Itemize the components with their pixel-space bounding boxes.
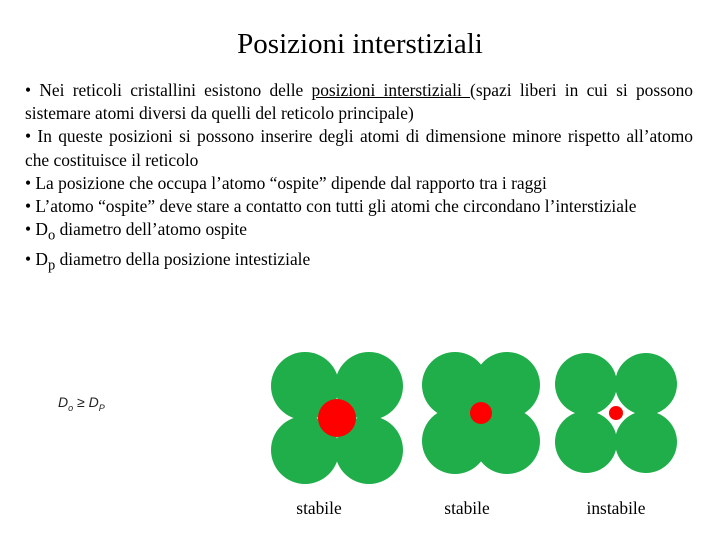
guest-atom-large xyxy=(318,399,356,437)
caption-stable-2: stabile xyxy=(444,498,490,518)
bullet-2: • In queste posizioni si possono inserire degli atomi di dimensione minore rispetto all’atomo che costituisce il reticolo xyxy=(25,126,693,170)
guest-atom-small xyxy=(609,406,623,420)
bullet-5-text: diametro dell’atomo ospite xyxy=(55,219,247,240)
formula-sub-left: o xyxy=(68,402,74,413)
bullet-6-text: diametro della posizione intestiziale xyxy=(55,248,311,269)
interstitial-term: posizioni interstiziali xyxy=(311,80,471,100)
guest-atom-medium xyxy=(470,402,492,424)
host-atom xyxy=(615,353,677,415)
formula-operator: ≥ xyxy=(73,394,89,410)
formula-d-left: D xyxy=(58,394,69,410)
bullet-3: • La posizione che occupa l’atomo “ospite” dipende dal rapporto tra i raggi xyxy=(25,172,547,193)
bullet-5-sub: o xyxy=(48,227,56,244)
bullet-5-d: • D xyxy=(25,219,48,240)
bullet-1-text: • Nei reticoli cristallini esistono delle xyxy=(25,80,312,100)
diagram-unstable-small xyxy=(555,353,677,473)
caption-unstable: instabile xyxy=(586,498,646,518)
bullet-1-rest: (spazi liberi in cui si possono sistemare atomi diversi da quelli del reticolo principale) xyxy=(25,80,693,124)
bullet-6-d: • D xyxy=(25,248,48,269)
host-atom xyxy=(615,411,677,473)
diagram-stable-medium xyxy=(422,352,540,474)
bullet-6-sub: p xyxy=(48,257,56,274)
caption-stable-1: stabile xyxy=(296,498,342,518)
diagram-stable-large xyxy=(271,352,403,484)
host-atom xyxy=(555,353,617,415)
formula-d-right: D xyxy=(88,394,99,410)
formula-sub-right: P xyxy=(98,402,105,413)
host-atom xyxy=(555,411,617,473)
bullet-4: • L’atomo “ospite” deve stare a contatto con tutti gli atomi che circondano l’interstiziale xyxy=(25,196,637,217)
page-title: Posizioni interstiziali xyxy=(237,28,483,60)
